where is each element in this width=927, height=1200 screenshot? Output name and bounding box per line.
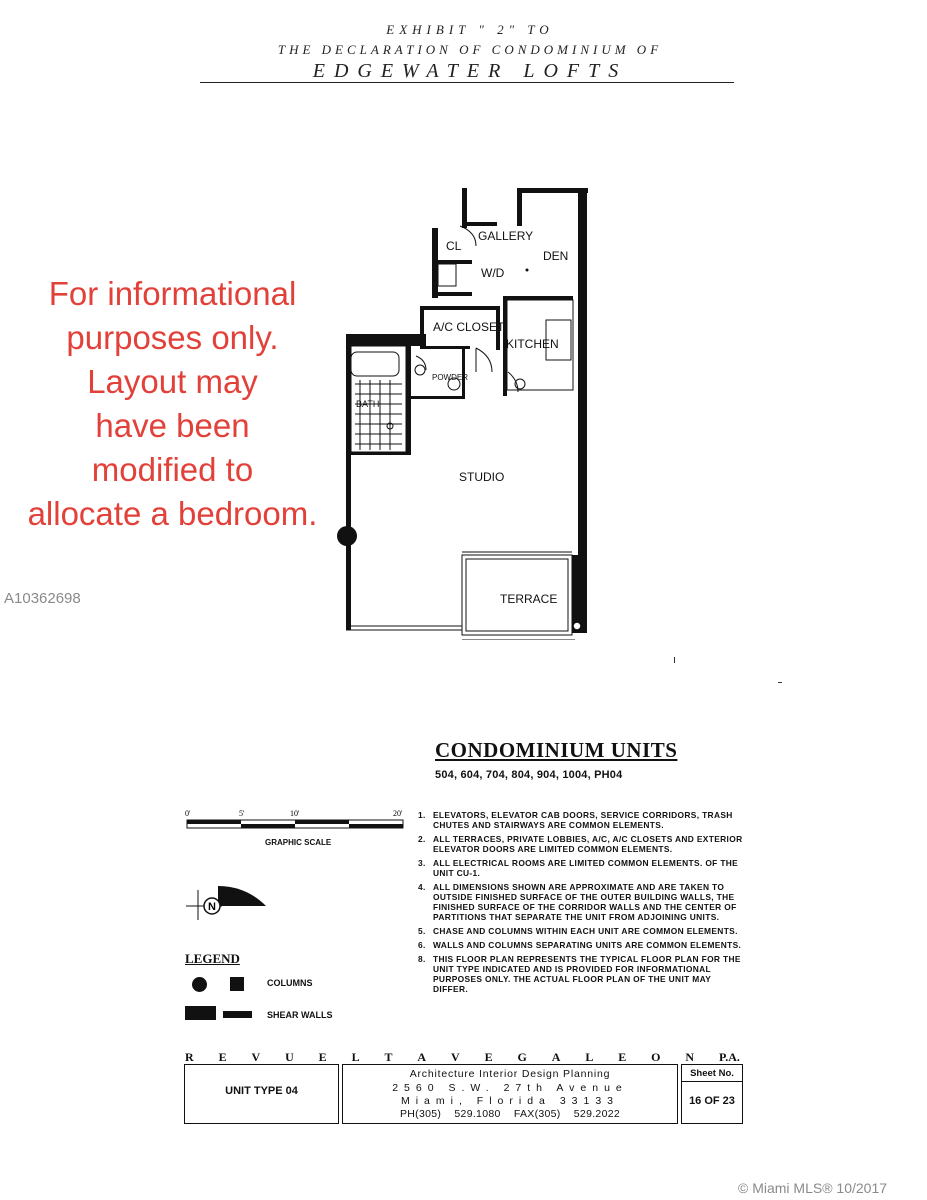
mls-listing-id: A10362698 xyxy=(4,590,81,607)
firm-letter: O xyxy=(651,1050,661,1064)
note-text: ALL ELECTRICAL ROOMS ARE LIMITED COMMON ELEMENTS. OF THE UNIT CU-1. xyxy=(433,858,739,878)
shear-wall-icon xyxy=(185,1006,216,1020)
firm-letter: G xyxy=(517,1050,527,1064)
north-letter: N xyxy=(208,901,216,913)
stray-mark xyxy=(778,682,782,683)
notes-list xyxy=(418,810,748,998)
round-column-icon xyxy=(192,977,207,992)
firm-name xyxy=(185,1050,740,1065)
note-text: CHASE AND COLUMNS WITHIN EACH UNIT ARE COMMON ELEMENTS. xyxy=(433,926,738,936)
disclaimer-line: For informational xyxy=(48,275,297,312)
room-label-studio: STUDIO xyxy=(459,470,505,484)
building-name: EDGEWATER LOFTS xyxy=(312,60,628,82)
firm-address: 2560 S.W. 27th Avenue xyxy=(392,1082,628,1094)
declaration-line: THE DECLARATION OF CONDOMINIUM OF xyxy=(277,42,663,57)
firm-letter: E xyxy=(618,1050,627,1064)
firm-city: Miami, Florida 33133 xyxy=(400,1095,620,1107)
firm-letter: V xyxy=(451,1050,460,1064)
disclaimer-line: purposes only. xyxy=(66,319,279,356)
mls-copyright: © Miami MLS® 10/2017 xyxy=(738,1180,888,1196)
firm-letter: U xyxy=(285,1050,294,1064)
scale-tick-label: 0' xyxy=(185,809,191,818)
note-text: WALLS AND COLUMNS SEPARATING UNITS ARE COMMON ELEMENTS. xyxy=(433,940,742,950)
note-number: 6. xyxy=(418,940,426,950)
condominium-units-title: CONDOMINIUM UNITS xyxy=(435,738,678,762)
firm-letter: L xyxy=(585,1050,594,1064)
firm-letter: L xyxy=(351,1050,360,1064)
unit-numbers: 504, 604, 704, 804, 904, 1004, PH04 xyxy=(435,769,623,781)
unit-type-label: UNIT TYPE 04 xyxy=(225,1085,298,1097)
note-number: 4. xyxy=(418,882,426,892)
disclaimer-line: have been xyxy=(95,407,250,444)
floor-plan xyxy=(330,180,600,640)
note-text: ELEVATORS, ELEVATOR CAB DOORS, SERVICE CORRIDORS, TRASH CHUTES AND STAIRWAYS ARE COMMON ELEMENTS. xyxy=(433,810,733,830)
room-label-terrace: TERRACE xyxy=(500,592,558,606)
room-label-bath: BATH xyxy=(356,399,380,409)
legend-title: LEGEND xyxy=(185,951,240,966)
graphic-scale-label: GRAPHIC SCALE xyxy=(265,838,332,847)
legend-columns-label: COLUMNS xyxy=(267,978,313,988)
firm-letter: T xyxy=(384,1050,393,1064)
firm-letter: A xyxy=(551,1050,561,1064)
note-item xyxy=(418,882,748,922)
firm-phone-fax: PH(305) 529.1080 FAX(305) 529.2022 xyxy=(400,1108,620,1120)
firm-letter: N xyxy=(685,1050,695,1064)
scale-tick-label: 5' xyxy=(239,809,245,818)
room-label-powder: POWDER xyxy=(432,373,468,382)
note-text: ALL TERRACES, PRIVATE LOBBIES, A/C, A/C CLOSETS AND EXTERIOR ELEVATOR DOORS ARE LIMITED COMMON ELEMENTS. xyxy=(433,834,743,854)
square-column-icon xyxy=(230,977,244,991)
disclaimer-text xyxy=(0,272,345,536)
note-number: 8. xyxy=(418,954,426,964)
note-number: 1. xyxy=(418,810,426,820)
sheet-divider xyxy=(682,1081,742,1082)
room-label-ac-closet: A/C CLOSET xyxy=(433,320,505,334)
note-item xyxy=(418,858,748,878)
legend-shear-walls-label: SHEAR WALLS xyxy=(267,1010,333,1020)
header-underline xyxy=(200,82,734,83)
firm-letter: E xyxy=(318,1050,327,1064)
note-number: 5. xyxy=(418,926,426,936)
note-text: THIS FLOOR PLAN REPRESENTS THE TYPICAL FLOOR PLAN FOR THE UNIT TYPE INDICATED AND IS PROVIDED FOR INFORMATIONAL PURPOSES ONLY. THE ACTUAL FLOOR PLAN OF THE UNIT MAY DIFFER. xyxy=(433,954,741,994)
sheet-label: Sheet No. xyxy=(690,1068,734,1079)
north-arrow-icon xyxy=(180,880,270,930)
note-item xyxy=(418,940,748,950)
sheet-number: 16 OF 23 xyxy=(689,1095,735,1107)
note-item xyxy=(418,954,748,994)
scale-tick-label: 10' xyxy=(290,809,300,818)
exhibit-line: EXHIBIT " 2" TO xyxy=(386,22,554,37)
room-label-kitchen: KITCHEN xyxy=(506,337,559,351)
note-text: ALL DIMENSIONS SHOWN ARE APPROXIMATE AND ARE TAKEN TO OUTSIDE FINISHED SURFACE OF THE OUTER BUILDING WALLS, THE FINISHED SURFACE OF THE CORRIDOR WALLS AND THE CENTER OF PARTITIONS THAT SEPARATE THE UNIT FROM ADJOINING UNITS. xyxy=(433,882,737,922)
scale-tick-label: 20' xyxy=(393,809,403,818)
room-label-gallery: GALLERY xyxy=(478,229,534,243)
unit-type-box xyxy=(184,1064,339,1124)
room-label-closet: CL xyxy=(446,239,462,253)
note-item xyxy=(418,834,748,854)
firm-letter: R xyxy=(185,1050,194,1064)
note-number: 3. xyxy=(418,858,426,868)
firm-letter: V xyxy=(251,1050,261,1064)
room-label-washer-dryer: W/D xyxy=(481,266,505,280)
disclaimer-line: modified to xyxy=(91,451,254,488)
sheet-number-box xyxy=(681,1064,743,1124)
note-item xyxy=(418,926,748,936)
firm-letter: P.A. xyxy=(719,1050,740,1064)
stray-mark xyxy=(674,657,675,663)
room-label-den: DEN xyxy=(543,249,569,263)
note-item xyxy=(418,810,748,830)
note-number: 2. xyxy=(418,834,426,844)
disclaimer-line: allocate a bedroom. xyxy=(27,495,318,532)
firm-info-box xyxy=(342,1064,678,1124)
shear-wall-thin-icon xyxy=(223,1011,252,1018)
disclaimer-line: Layout may xyxy=(87,363,258,400)
firm-services: Architecture Interior Design Planning xyxy=(409,1068,611,1080)
graphic-scale xyxy=(185,806,407,838)
firm-letter: A xyxy=(417,1050,427,1064)
firm-letter: E xyxy=(218,1050,227,1064)
firm-letter: E xyxy=(484,1050,493,1064)
